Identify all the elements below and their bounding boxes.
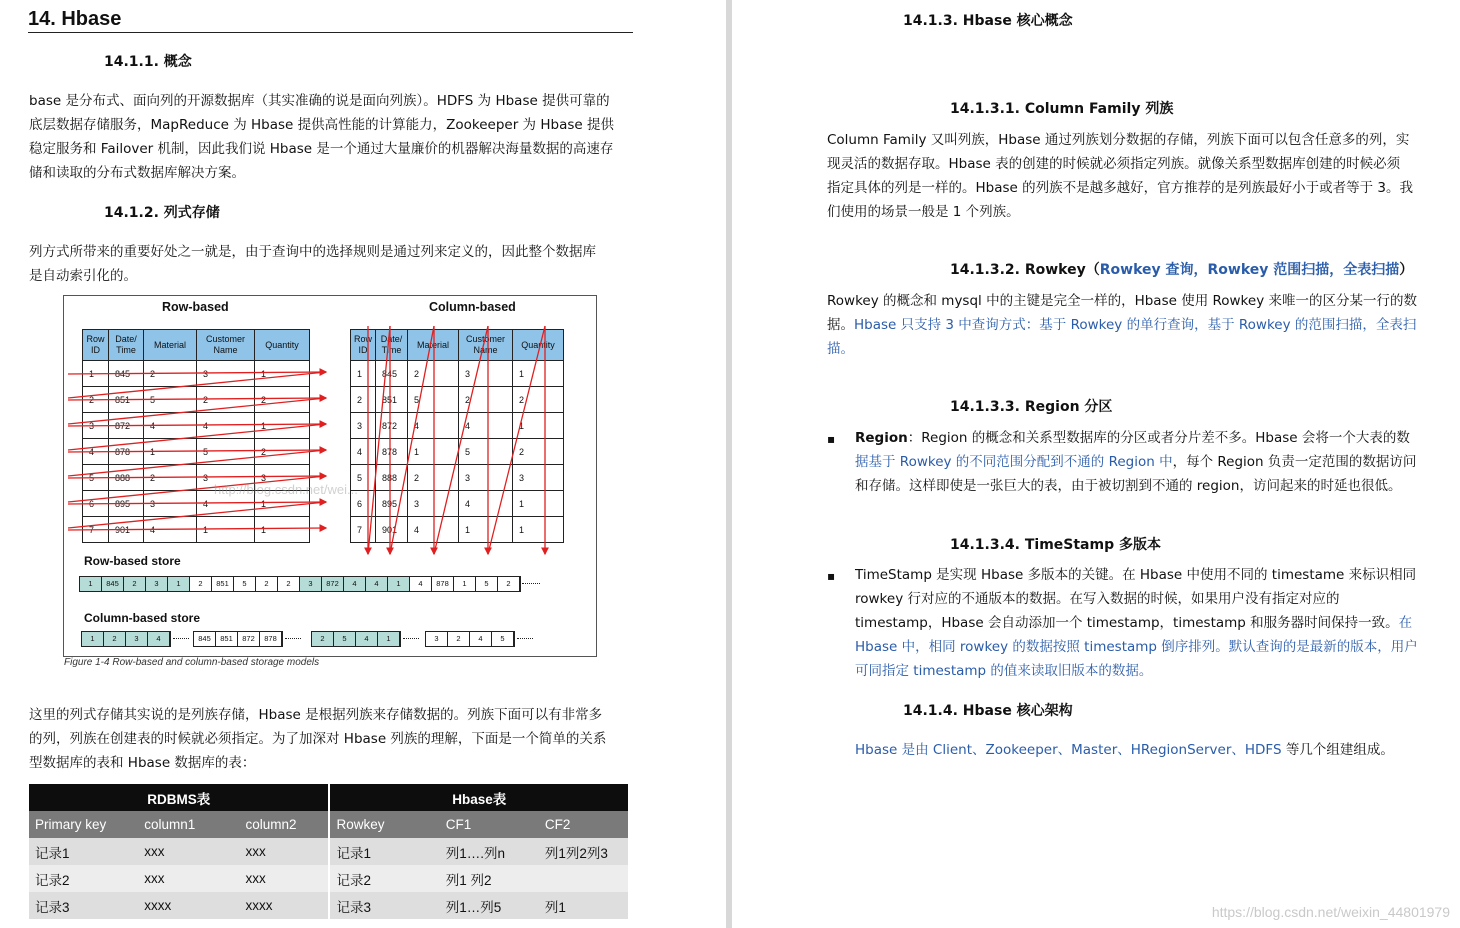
text-line: timestamp，Hbase 会自动添加一个 timestamp，timestamp 和服务器时间保持一致。在: [855, 615, 1413, 631]
table-cell: 2: [144, 361, 197, 387]
table-cell: 1: [83, 361, 109, 387]
table-cell: 878: [109, 439, 144, 465]
column-family-explanation: [29, 703, 631, 775]
text-line: base 是分布式、面向列的开源数据库（其实准确的说是面向列族）。HDFS 为 Hbase 提供可靠的: [29, 93, 610, 109]
store-cell: 2: [278, 577, 300, 591]
table-cell: 901: [109, 517, 144, 543]
highlight-text: 默认查询的是最新的版本，用户: [1228, 639, 1418, 655]
column-family-body: [827, 128, 1430, 224]
store-cell: 1: [378, 632, 400, 646]
table-cell: 记录1: [336, 845, 371, 861]
scan-arrow: [68, 502, 326, 528]
table-cell: 4: [408, 517, 459, 543]
row-based-store: [79, 576, 521, 592]
text-line: 储和读取的分布式数据库解决方案。: [29, 165, 245, 181]
store-cell: 1: [454, 577, 476, 591]
table-cell: 4: [459, 413, 513, 439]
title-part: 14.1.3.2. Rowkey（: [950, 262, 1100, 278]
store-cell: 851: [216, 632, 238, 646]
text-line: 稳定服务和 Failover 机制，因此我们说 Hbase 是一个通过大量廉价的机器解决海量数据的高速存: [29, 141, 614, 157]
text-line: 现灵活的数据存取。Hbase 表的创建的时候就必须指定列族。就像关系型数据库创建的时候必须: [827, 156, 1401, 172]
table-cell: 1: [408, 439, 459, 465]
store-cell: 4: [148, 632, 170, 646]
store-cell: 4: [356, 632, 378, 646]
col-header: column1: [144, 817, 196, 832]
text-line: 描。: [827, 341, 854, 357]
text-line: 的列，列族在创建表的时候就必须指定。为了加深对 Hbase 列族的理解，下面是一个简单的关系: [29, 731, 607, 747]
column-store-label: Column-based store: [84, 611, 201, 625]
storage-model-figure: [63, 295, 597, 657]
heading-rule: [28, 32, 633, 33]
table-cell: xxxx: [144, 898, 172, 913]
table-cell: 3: [513, 465, 564, 491]
region-body: [855, 426, 1430, 498]
table-cell: 895: [376, 491, 408, 517]
hbase-table-title: Hbase表: [330, 784, 628, 811]
table-cell: 1: [197, 517, 255, 543]
table-cell: 895: [109, 491, 144, 517]
col-header: Rowkey: [336, 817, 385, 832]
section-2-body: [29, 240, 631, 288]
store-group: [193, 631, 283, 647]
table-cell: 3: [351, 413, 376, 439]
table-cell: 记录1: [35, 845, 70, 861]
text-line: 可同指定 timestamp 的值来读取旧版本的数据。: [855, 663, 1153, 679]
store-cell: 878: [432, 577, 454, 591]
timestamp-body: [855, 563, 1430, 683]
section-3-1-title: 14.1.3.1. Column Family 列族: [950, 101, 1174, 117]
table-cell: 4: [83, 439, 109, 465]
table-cell: 5: [459, 439, 513, 465]
table-cell: 1: [144, 439, 197, 465]
table-cell: xxx: [245, 871, 266, 886]
store-cell: 1: [82, 632, 104, 646]
scan-arrow: [68, 528, 326, 530]
table-cell: 列1 列2: [445, 872, 492, 888]
scan-arrow: [68, 398, 326, 400]
text-line: Rowkey 的概念和 mysql 中的主键是完全一样的，Hbase 使用 Rowkey 来唯一的区分某一行的数: [827, 293, 1417, 309]
text-line: TimeStamp 是实现 Hbase 多版本的关键。在 Hbase 中使用不同的 timestame 来标识相同: [855, 567, 1417, 583]
table-cell: 888: [109, 465, 144, 491]
table-cell: 4: [351, 439, 376, 465]
table-cell: 845: [376, 361, 408, 387]
scan-arrows-overlay: [64, 296, 596, 656]
text-line: 型数据库的表和 Hbase 数据库的表：: [29, 755, 256, 771]
scan-arrow: [68, 450, 326, 452]
store-cell: 5: [492, 632, 514, 646]
table-cell: 列1…列5: [445, 899, 502, 915]
text-line: Hbase 是由 Client、Zookeeper、Master、HRegionServer、HDFS 等几个组建组成。: [855, 742, 1394, 758]
table-cell: 5: [197, 439, 255, 465]
section-1-title: 14.1.1. 概念: [104, 54, 192, 70]
section-4-title: 14.1.4. Hbase 核心架构: [903, 703, 1073, 719]
highlight-text: 据基于 Rowkey 的不同范围分配到不通的 Region 中: [855, 454, 1173, 470]
table-cell: 记录3: [35, 899, 70, 915]
table-cell: 845: [109, 361, 144, 387]
scan-arrow: [68, 450, 326, 476]
scan-arrow: [368, 326, 390, 554]
text-line: Column Family 又叫列族，Hbase 通过列族划分数据的存储，列族下面可以包含任意多的列，实: [827, 132, 1410, 148]
scan-arrow: [68, 398, 326, 424]
store-cell: 2: [312, 632, 334, 646]
table-cell: [539, 865, 628, 892]
scan-arrow: [488, 326, 545, 554]
store-group: [311, 631, 401, 647]
store-cell: 1: [168, 577, 190, 591]
table-cell: 3: [459, 361, 513, 387]
row-store-label: Row-based store: [84, 554, 181, 568]
text-line: 据基于 Rowkey 的不同范围分配到不通的 Region 中，每个 Region 负责一定范围的数据访问: [855, 454, 1417, 470]
section-3-2-title: [950, 259, 1413, 279]
continuation-dots: [403, 638, 419, 639]
table-cell: xxx: [144, 871, 165, 886]
store-cell: 4: [344, 577, 366, 591]
highlight-text: Hbase 是由 Client、Zookeeper、Master、HRegionServer、HDFS: [855, 742, 1282, 758]
scan-arrow: [68, 424, 326, 450]
store-cell: 2: [498, 577, 520, 591]
table-cell: 列1….列n: [445, 845, 506, 861]
highlight-text: Hbase 中，相同 rowkey 的数据按照 timestamp 倒序排列。: [855, 639, 1229, 655]
table-cell: 1: [513, 361, 564, 387]
col-header-customer-name: Customer Name: [459, 330, 513, 361]
table-cell: 1: [255, 361, 310, 387]
rowkey-body: [827, 289, 1430, 361]
store-cell: 2: [104, 632, 126, 646]
table-cell: 2: [144, 465, 197, 491]
table-cell: 5: [408, 387, 459, 413]
col-header: CF1: [445, 817, 472, 832]
title-part: ）: [1399, 262, 1414, 278]
page-divider: [726, 0, 732, 928]
table-row: [29, 838, 628, 865]
scan-arrow: [68, 424, 326, 426]
section-3-4-title: 14.1.3.4. TimeStamp 多版本: [950, 537, 1161, 553]
store-cell: 1: [388, 577, 410, 591]
table-cell: 4: [144, 517, 197, 543]
title-highlight: Rowkey 查询，Rowkey 范围扫描，全表扫描: [1099, 262, 1400, 278]
table-cell: 3: [459, 465, 513, 491]
column-based-title: Column-based: [429, 300, 516, 314]
table-cell: 1: [459, 517, 513, 543]
col-header-quantity: Quantity: [513, 330, 564, 361]
col-header-row-id: Row ID: [351, 330, 376, 361]
figure-caption: Figure 1-4 Row-based and column-based storage models: [64, 657, 320, 668]
table-cell: 4: [197, 413, 255, 439]
store-cell: 2: [256, 577, 278, 591]
store-cell: 3: [426, 632, 448, 646]
table-cell: 4: [459, 491, 513, 517]
text-line: 是自动索引化的。: [29, 268, 137, 284]
table-cell: 记录2: [35, 872, 70, 888]
table-cell: 2: [408, 465, 459, 491]
table-row: [29, 865, 628, 892]
store-cell: 845: [194, 632, 216, 646]
bullet-icon: ▪: [827, 569, 836, 583]
table-cell: 记录2: [336, 872, 371, 888]
store-group: [81, 631, 171, 647]
col-header-row-id: Row ID: [83, 330, 109, 361]
text-line: rowkey 行对应的不通版本的数据。在写入数据的时候，如果用户没有指定对应的: [855, 591, 1340, 607]
highlight-text: 在: [1398, 615, 1413, 631]
text-line: Region：Region 的概念和关系型数据库的分区或者分片差不多。Hbase 会将一个大表的数: [855, 430, 1410, 446]
store-cell: 4: [470, 632, 492, 646]
table-cell: 2: [197, 387, 255, 413]
col-header: CF2: [544, 817, 571, 832]
continuation-dots: [517, 638, 533, 639]
table-cell: 2: [513, 439, 564, 465]
chapter-heading: 14. Hbase: [28, 8, 122, 30]
table-cell: 5: [351, 465, 376, 491]
table-cell: 6: [83, 491, 109, 517]
store-cell: 3: [300, 577, 322, 591]
table-cell: 1: [513, 491, 564, 517]
row-based-title: Row-based: [162, 300, 229, 314]
table-cell: 872: [376, 413, 408, 439]
table-cell: 2: [459, 387, 513, 413]
table-cell: 901: [376, 517, 408, 543]
col-header-date-time: Date/ Time: [109, 330, 144, 361]
table-cell: 6: [351, 491, 376, 517]
store-cell: 2: [124, 577, 146, 591]
scan-arrow: [68, 372, 326, 398]
table-cell: 7: [351, 517, 376, 543]
table-cell: 3: [408, 491, 459, 517]
store-cell: 4: [410, 577, 432, 591]
rdbms-vs-hbase-table: [29, 784, 628, 919]
table-cell: 851: [376, 387, 408, 413]
table-cell: 1: [513, 413, 564, 439]
col-header-quantity: Quantity: [255, 330, 310, 361]
table-cell: 列1列2列3: [544, 845, 608, 861]
table-cell: 5: [83, 465, 109, 491]
architecture-body: [855, 738, 1430, 762]
table-cell: 记录3: [336, 899, 371, 915]
col-header-customer-name: Customer Name: [197, 330, 255, 361]
store-cell: 5: [476, 577, 498, 591]
section-2-title: 14.1.2. 列式存储: [104, 205, 220, 221]
table-cell: 4: [408, 413, 459, 439]
bullet-icon: ▪: [827, 432, 836, 446]
scan-arrow: [434, 326, 488, 554]
column-based-store: [81, 631, 551, 647]
table-cell: 4: [197, 491, 255, 517]
table-cell: 1: [255, 413, 310, 439]
table-cell: 2: [408, 361, 459, 387]
col-header: Primary key: [35, 817, 107, 832]
table-cell: xxxx: [245, 898, 273, 913]
table-cell: 2: [255, 387, 310, 413]
store-cell: 3: [146, 577, 168, 591]
scan-arrow: [68, 476, 326, 478]
store-cell: 1: [80, 577, 102, 591]
table-cell: xxx: [245, 844, 266, 859]
table-cell: 3: [197, 361, 255, 387]
text-line: 列方式所带来的重要好处之一就是，由于查询中的选择规则是通过列来定义的，因此整个数据库: [29, 244, 596, 260]
col-header-material: Material: [408, 330, 459, 361]
col-header-date-time: Date/ Time: [376, 330, 408, 361]
continuation-dots: [522, 583, 540, 584]
table-cell: 5: [144, 387, 197, 413]
store-cell: 2: [448, 632, 470, 646]
table-cell: 1: [351, 361, 376, 387]
store-cell: 5: [234, 577, 256, 591]
section-3-3-title: 14.1.3.3. Region 分区: [950, 399, 1113, 415]
table-cell: 2: [83, 387, 109, 413]
table-row: [29, 892, 628, 919]
table-cell: 3: [144, 491, 197, 517]
scan-arrow: [390, 326, 434, 554]
table-cell: 1: [255, 491, 310, 517]
continuation-dots: [173, 638, 189, 639]
store-cell: 878: [260, 632, 282, 646]
store-group: [425, 631, 515, 647]
table-cell: 2: [351, 387, 376, 413]
table-cell: 1: [513, 517, 564, 543]
table-cell: 列1: [544, 899, 566, 915]
store-cell: 4: [366, 577, 388, 591]
table-cell: 3: [255, 465, 310, 491]
text-line: 这里的列式存储其实说的是列族存储，Hbase 是根据列族来存储数据的。列族下面可以有非常多: [29, 707, 603, 723]
scan-arrow: [68, 372, 326, 374]
figure-watermark: http://blog.csdn.net/wei...: [214, 482, 358, 497]
table-cell: 7: [83, 517, 109, 543]
table-cell: 2: [513, 387, 564, 413]
text-line: [855, 635, 1430, 659]
store-cell: 851: [212, 577, 234, 591]
table-cell: 888: [376, 465, 408, 491]
store-cell: 5: [334, 632, 356, 646]
store-cell: 872: [322, 577, 344, 591]
table-cell: 3: [197, 465, 255, 491]
table-cell: 872: [109, 413, 144, 439]
table-cell: 851: [109, 387, 144, 413]
text-line: 底层数据存储服务，MapReduce 为 Hbase 提供高性能的计算能力，Zookeeper 为 Hbase 提供: [29, 117, 614, 133]
col-header: column2: [245, 817, 297, 832]
rdbms-table-title: RDBMS表: [29, 784, 328, 811]
continuation-dots: [285, 638, 301, 639]
text-line: 和存储。这样即使是一张巨大的表，由于被切割到不通的 region，访问起来的时延也很低。: [855, 478, 1402, 494]
section-1-body: [29, 89, 631, 185]
highlight-text: Hbase 只支持 3 中查询方式：基于 Rowkey 的单行查询，基于 Rowkey 的范围扫描，全表扫: [854, 317, 1417, 333]
text-line: 据。Hbase 只支持 3 中查询方式：基于 Rowkey 的单行查询，基于 Rowkey 的范围扫描，全表扫: [827, 317, 1417, 333]
text-line: 指定具体的列是一样的。Hbase 的列族不是越多越好，官方推荐的是列族最好小于或者等于 3。我: [827, 180, 1414, 196]
table-cell: xxx: [144, 844, 165, 859]
footer-watermark: https://blog.csdn.net/weixin_44801979: [1211, 904, 1450, 920]
store-cell: 3: [126, 632, 148, 646]
store-cell: 872: [238, 632, 260, 646]
section-3-title: 14.1.3. Hbase 核心概念: [903, 13, 1073, 29]
text-line: 们使用的场景一般是 1 个列族。: [827, 204, 1020, 220]
store-cell: 845: [102, 577, 124, 591]
table-cell: 1: [255, 517, 310, 543]
store-cell: 2: [190, 577, 212, 591]
table-cell: 4: [144, 413, 197, 439]
table-cell: 2: [255, 439, 310, 465]
col-header-material: Material: [144, 330, 197, 361]
table-cell: 878: [376, 439, 408, 465]
scan-arrow: [68, 502, 326, 504]
table-cell: 3: [83, 413, 109, 439]
